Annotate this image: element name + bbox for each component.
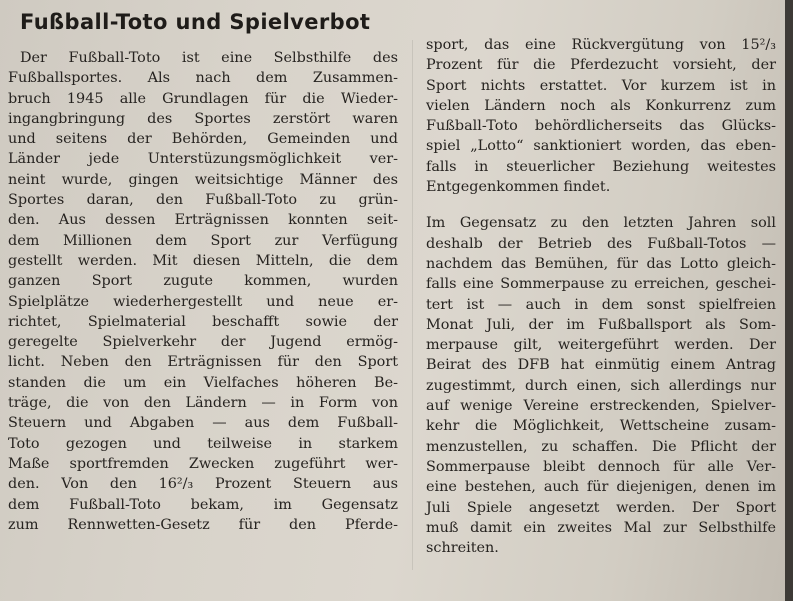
paragraph-spacer	[426, 197, 776, 213]
text-line: kehr die Möglichkeit, Wettscheine zusam-	[426, 418, 776, 435]
text-line: zugestimmt, durch einen, sich allerdings nur	[426, 377, 776, 394]
text-line: spiel „Lotto“ sanktioniert worden, das eben-	[426, 138, 776, 155]
text-line: Sommerpause bleibt dennoch für alle Ver-	[426, 458, 776, 475]
text-line: menzustellen, zu schaffen. Die Pflicht der	[426, 438, 776, 455]
text-line: gestellt werden. Mit diesen Mitteln, die dem	[8, 252, 398, 269]
text-line: standen die um ein Vielfaches höheren Be-	[8, 374, 398, 391]
text-line: schreiten.	[426, 540, 499, 557]
text-line: Fußball-Toto behördlicherseits das Glücks-	[426, 118, 776, 135]
column-divider	[412, 40, 413, 570]
text-line: träge, die von den Ländern — in Form von	[8, 395, 398, 412]
text-line: Steuern und Abgaben — aus dem Fußball-	[8, 415, 398, 432]
text-line: ganzen Sport zugute kommen, wurden	[8, 273, 398, 290]
text-line: eine bestehen, auch für diejenigen, denen im	[426, 479, 776, 496]
text-line: ingangbringung des Sportes zerstört waren	[8, 110, 398, 127]
text-line: deshalb der Betrieb des Fußball-Totos —	[426, 235, 776, 252]
text-line: Sport nichts erstattet. Vor kurzem ist in	[426, 77, 776, 94]
text-line: Prozent für die Pferdezucht vorsieht, der	[426, 57, 776, 74]
text-line: muß damit ein zweites Mal zur Selbsthilfe	[426, 519, 776, 536]
text-line: Toto gezogen und teilweise in starkem	[8, 435, 398, 452]
text-line: vielen Ländern noch als Konkurrenz zum	[426, 97, 776, 114]
text-line: falls eine Sommerpause zu erreichen, geschei-	[426, 276, 776, 293]
text-line: Länder jede Unterstüzungsmöglichkeit ver-	[8, 151, 398, 168]
right-column	[426, 35, 776, 558]
text-line: richtet, Spielmaterial beschafft sowie der	[8, 313, 398, 330]
text-line: neint wurde, gingen weitsichtige Männer des	[8, 171, 398, 188]
text-line: Entgegenkommen findet.	[426, 179, 611, 196]
text-line: Maße sportfremden Zwecken zugeführt wer-	[8, 455, 398, 472]
text-line: dem Millionen dem Sport zur Verfügung	[8, 232, 398, 249]
text-line: Der Fußball-Toto ist eine Selbsthilfe des	[20, 50, 398, 66]
text-line: Monat Juli, der im Fußballsport als Som-	[426, 316, 776, 333]
text-line: Spielplätze wiederhergestellt und neue er-	[8, 293, 398, 310]
text-line: Beirat des DFB hat einmütig einem Antrag	[426, 357, 776, 374]
article-title: Fußball-Toto und Spielverbot	[20, 10, 371, 34]
text-line: tert ist — auch in dem sonst spielfreien	[426, 296, 776, 313]
text-line: den. Aus dessen Erträgnissen konnten seit-	[8, 212, 398, 229]
text-line: dem Fußball-Toto bekam, im Gegensatz	[8, 496, 398, 513]
text-line: Im Gegensatz zu den letzten Jahren soll	[426, 215, 776, 232]
text-line: Sportes daran, den Fußball-Toto zu grün-	[8, 192, 398, 209]
text-line: sport, das eine Rückvergütung von 15²/₃	[426, 37, 776, 53]
text-line: Fußballsportes. Als nach dem Zusammen-	[8, 70, 398, 87]
page-edge-shadow	[785, 0, 793, 601]
paragraph-2	[426, 213, 776, 558]
text-line: und seitens der Behörden, Gemeinden und	[8, 131, 398, 148]
text-line: nachdem das Bemühen, für das Lotto gleich-	[426, 255, 776, 272]
paragraph-1	[426, 35, 776, 197]
text-line: auf wenige Vereine erstreckenden, Spielver-	[426, 398, 776, 415]
text-line: den. Von den 16²/₃ Prozent Steuern aus	[8, 476, 398, 493]
text-line: bruch 1945 alle Grundlagen für die Wieder-	[8, 90, 398, 107]
text-line: falls in steuerlicher Beziehung weitestes	[426, 158, 776, 175]
text-line: Juli Spiele angesetzt werden. Der Sport	[426, 499, 776, 516]
text-line: licht. Neben den Erträgnissen für den Sport	[8, 354, 398, 371]
text-line: zum Rennwetten-Gesetz für den Pferde-	[8, 516, 398, 533]
text-line: geregelte Spielverkehr der Jugend ermög-	[8, 334, 398, 351]
left-column	[8, 48, 398, 535]
text-line: merpause gilt, weitergeführt werden. Der	[426, 337, 776, 354]
